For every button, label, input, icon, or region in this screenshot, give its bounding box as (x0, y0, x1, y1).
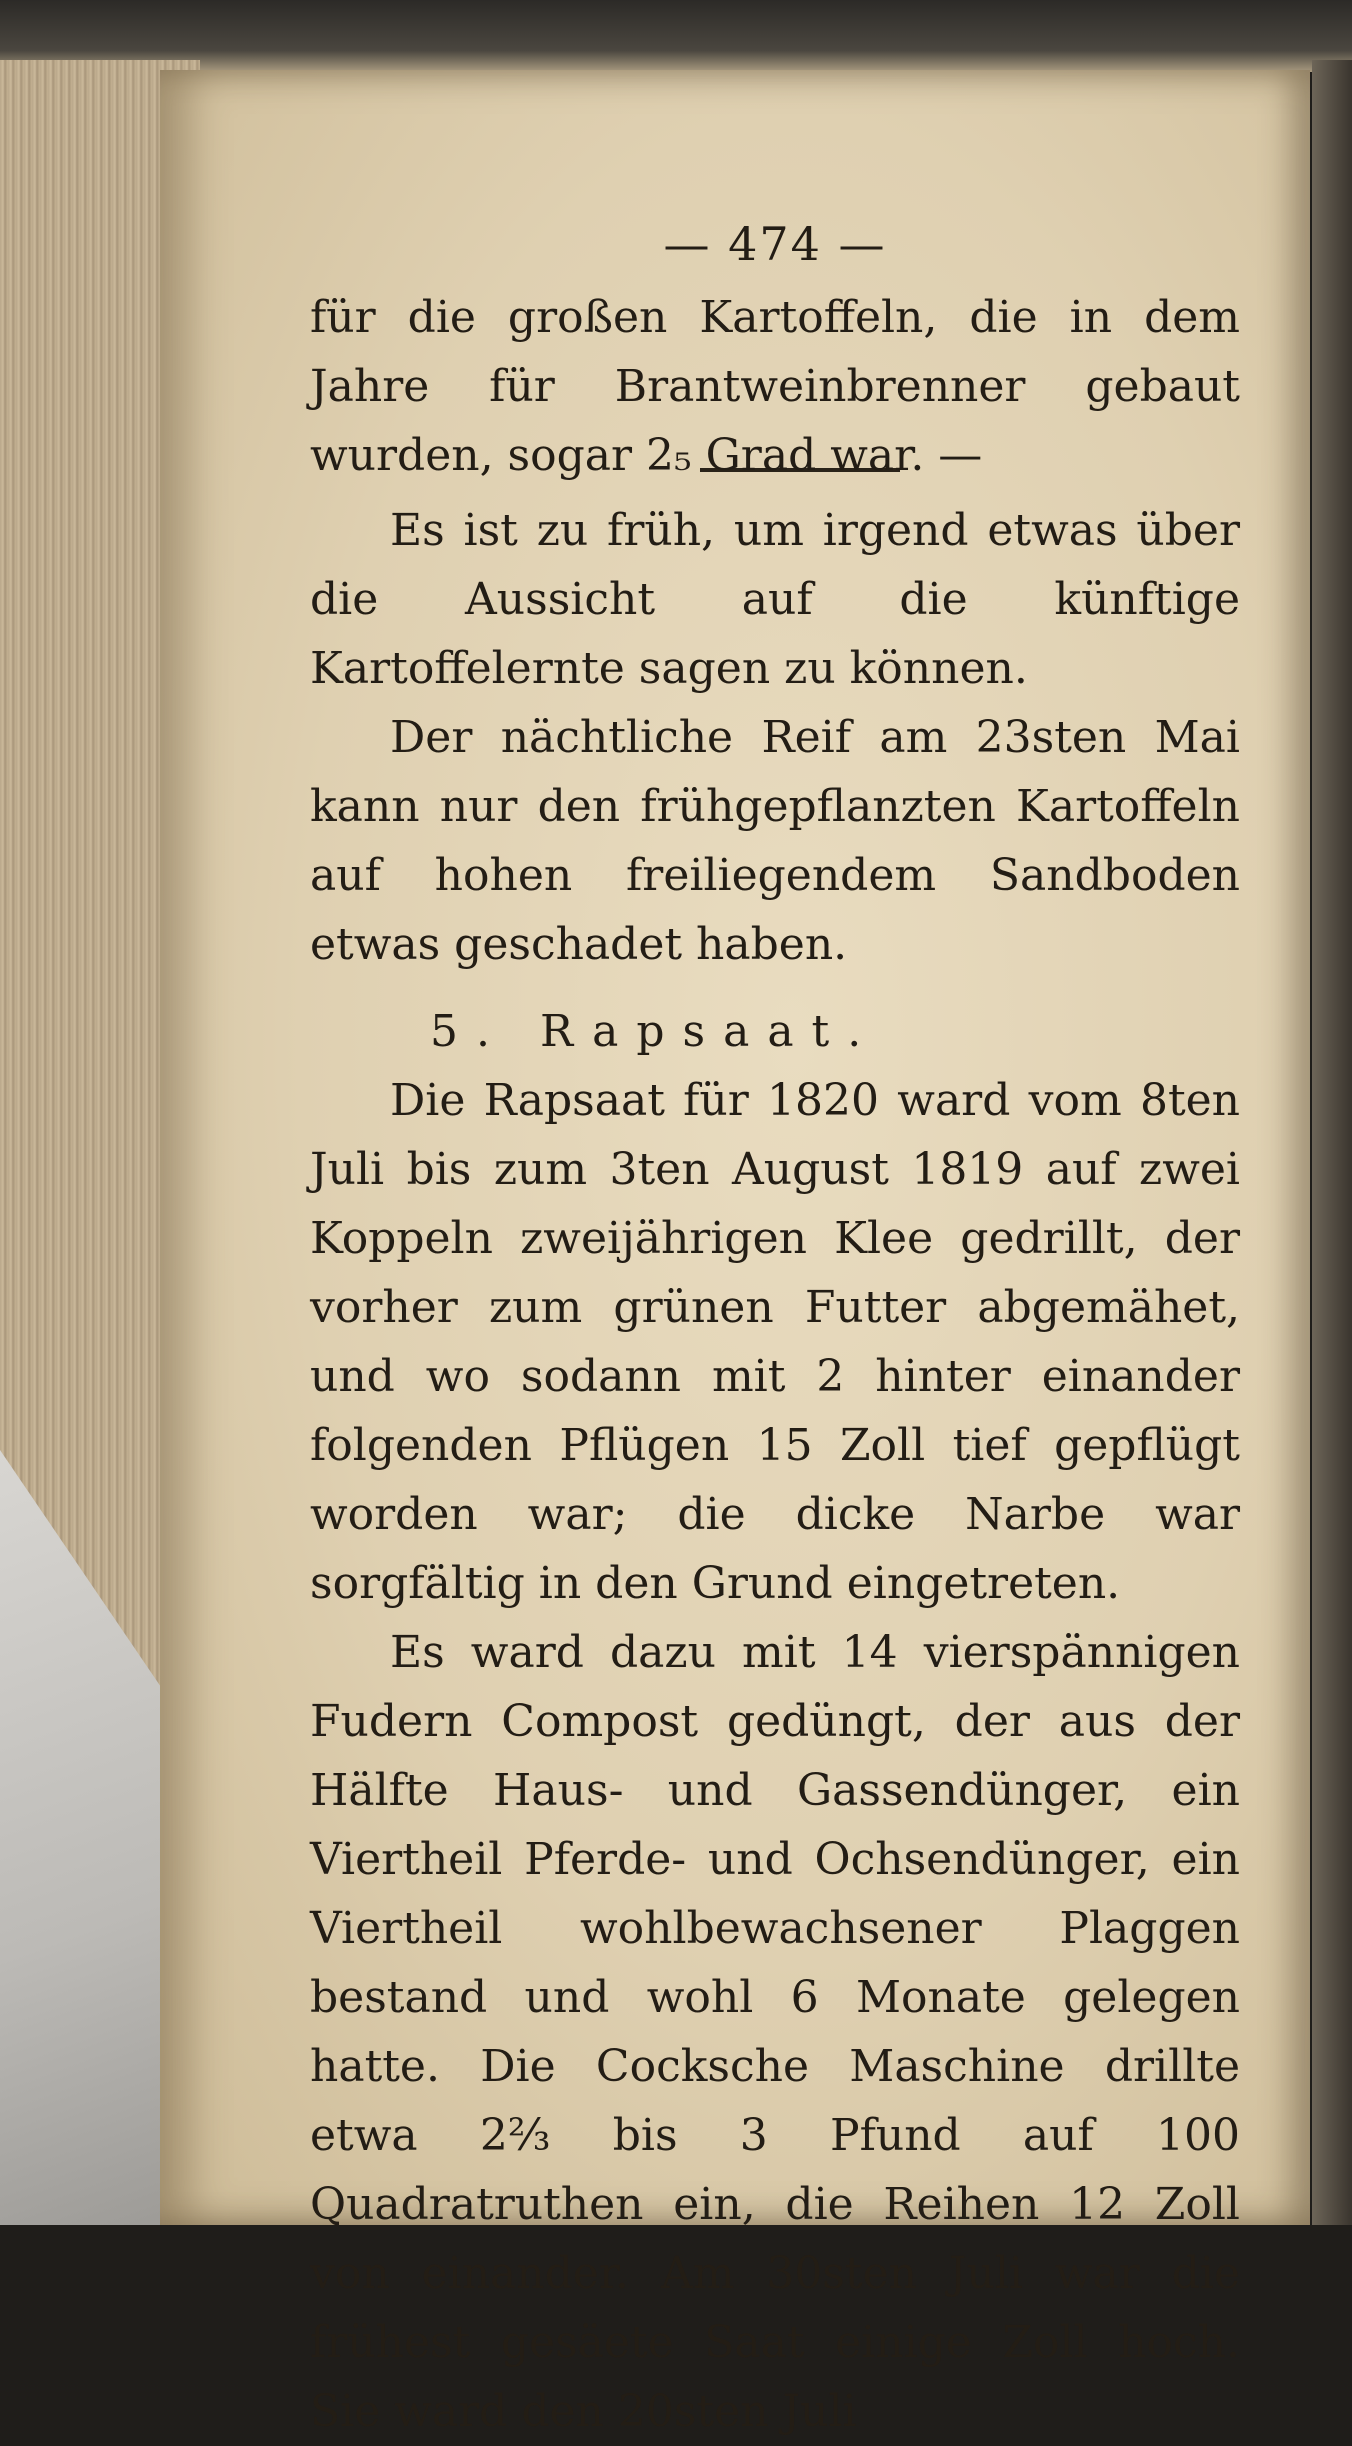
paragraph: Es ward dazu mit 14 vierspännigen Fudern Compost gedüngt, der aus der Hälfte Haus- und Gassendünger, ein Viertheil Pferde- und Ochsendünger, ein Viertheil wohlbewachsener Plaggen bestand und wohl 6 Monate gelegen hatte. Die Cocksche Maschine drillte etwa 2⅔ bis 3 Pfund auf 100 Quadratruthen ein, die Reihen 12 Zoll von einander. Am 30sten Juli war die frühest gesäete Saat einige Zoll hoch. Sie ward den 20sten Juli (310, 1627, 1240, 2437)
paragraph: Die Rapsaat für 1820 ward vom 8ten Juli bis zum 3ten August 1819 auf zwei Koppeln zweijährigen Klee gedrillt, der vorher zum grünen Futter abgemähet, und wo sodann mit 2 hinter einander folgenden Pflügen 15 Zoll tief gepflügt worden war; die dicke Narbe war sorgfältig in den Grund eingetreten. (310, 1075, 1240, 1609)
paragraph-fragment: für die großen Kartoffeln, die in dem Jahre für Brantweinbrenner gebaut wurden, sogar 2₅ Grad war. — (310, 292, 1240, 481)
book-right-edge (1312, 60, 1352, 2225)
section-heading: 5. Rapsaat. (430, 1006, 880, 1057)
paragraph: Der nächtliche Reif am 23sten Mai kann nur den frühgepflanzten Kartoffeln auf hohen freiliegendem Sandboden etwas geschadet haben. (310, 712, 1240, 970)
book-top-edge (0, 0, 1352, 72)
paragraph: Es ist zu früh, um irgend etwas über die Aussicht auf die künftige Kartoffelernte sagen zu können. (310, 505, 1240, 694)
page-number: — 474 — (663, 217, 887, 271)
page-text (310, 210, 1240, 2446)
